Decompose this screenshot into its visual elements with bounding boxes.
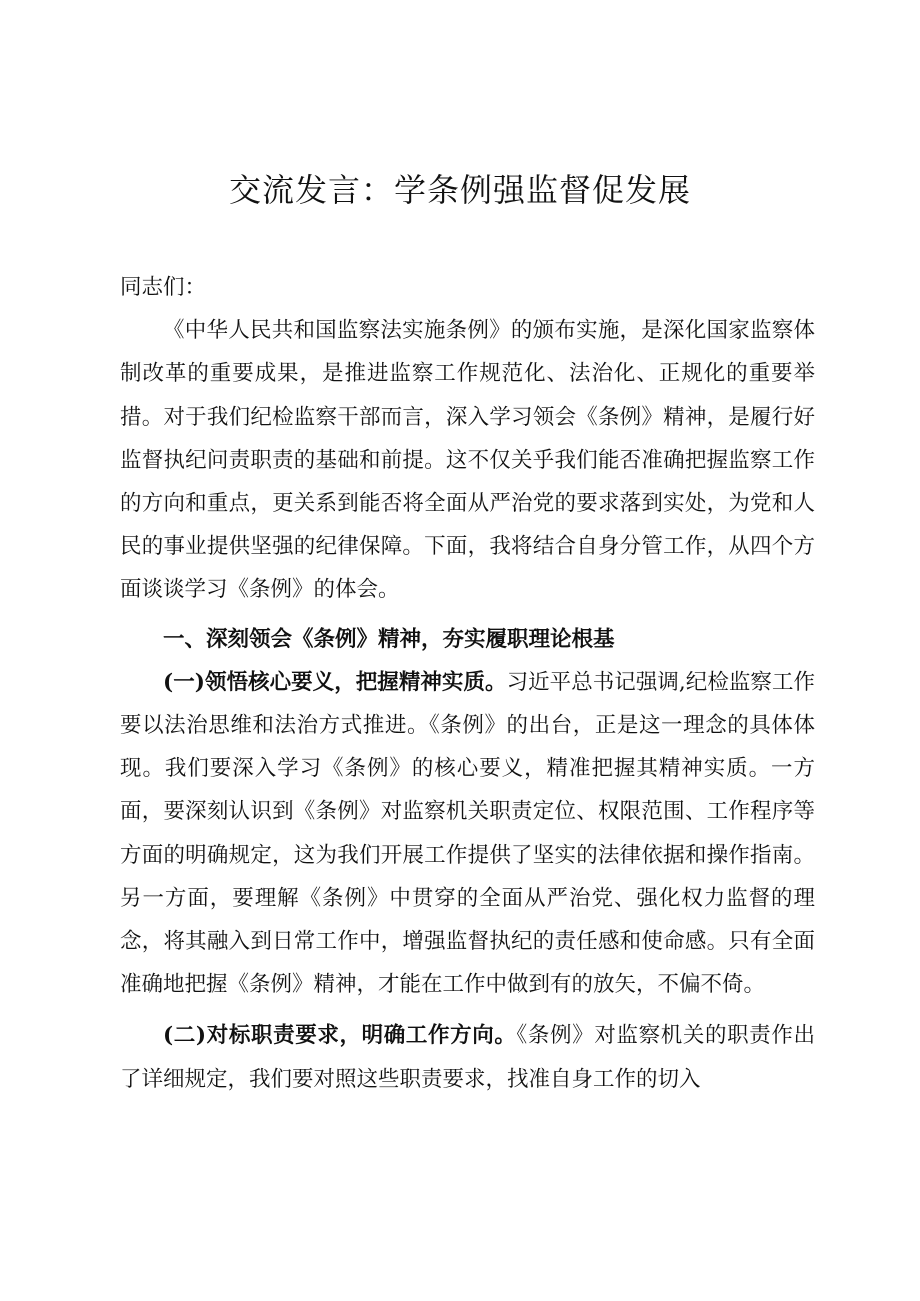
salutation: 同志们： <box>120 275 207 300</box>
subsection-body-2: 《条例》对监察机关的职责作出了详细规定，我们要对照这些职责要求，找准自身工作的切入 <box>120 1023 815 1092</box>
subsection-paragraph-1 <box>120 661 815 1007</box>
section-heading-1: 一、深刻领会《条例》精神，夯实履职理论根基 <box>163 626 615 652</box>
subsection-paragraph-2 <box>120 1014 815 1100</box>
document-body <box>120 266 815 1101</box>
subsection-lead-2: (二)对标职责要求，明确工作方向。 <box>163 1023 517 1049</box>
subsection-lead-1: (一)领悟核心要义，把握精神实质。 <box>163 669 507 695</box>
subsection-body-1: 习近平总书记强调,纪检监察工作要以法治思维和法治方式推进。《条例》的出台，正是这一理念的具体体现。我们要深入学习《条例》的核心要义，精准把握其精神实质。一方面，要深刻认识到《条例》对监察机关职责定位、权限范围、工作程序等方面的明确规定，这为我们开展工作提供了坚实的法律依据和操作指南。另一方面，要理解《条例》中贯穿的全面从严治党、强化权力监督的理念，将其融入到日常工作中，增强监督执纪的责任感和使命感。只有全面准确地把握《条例》精神，才能在工作中做到有的放矢，不偏不倚。 <box>120 669 815 998</box>
document-title: 交流发言：学条例强监督促发展 <box>228 171 691 209</box>
intro-paragraph: 《中华人民共和国监察法实施条例》的颁布实施，是深化国家监察体制改革的重要成果，是推进监察工作规范化、法治化、正规化的重要举措。对于我们纪检监察干部而言，深入学习领会《条例》精神，是履行好监督执纪问责职责的基础和前提。这不仅关乎我们能否准确把握监察工作的方向和重点，更关系到能否将全面从严治党的要求落到实处，为党和人民的事业提供坚强的纪律保障。下面，我将结合自身分管工作，从四个方面谈谈学习《条例》的体会。 <box>120 318 815 603</box>
